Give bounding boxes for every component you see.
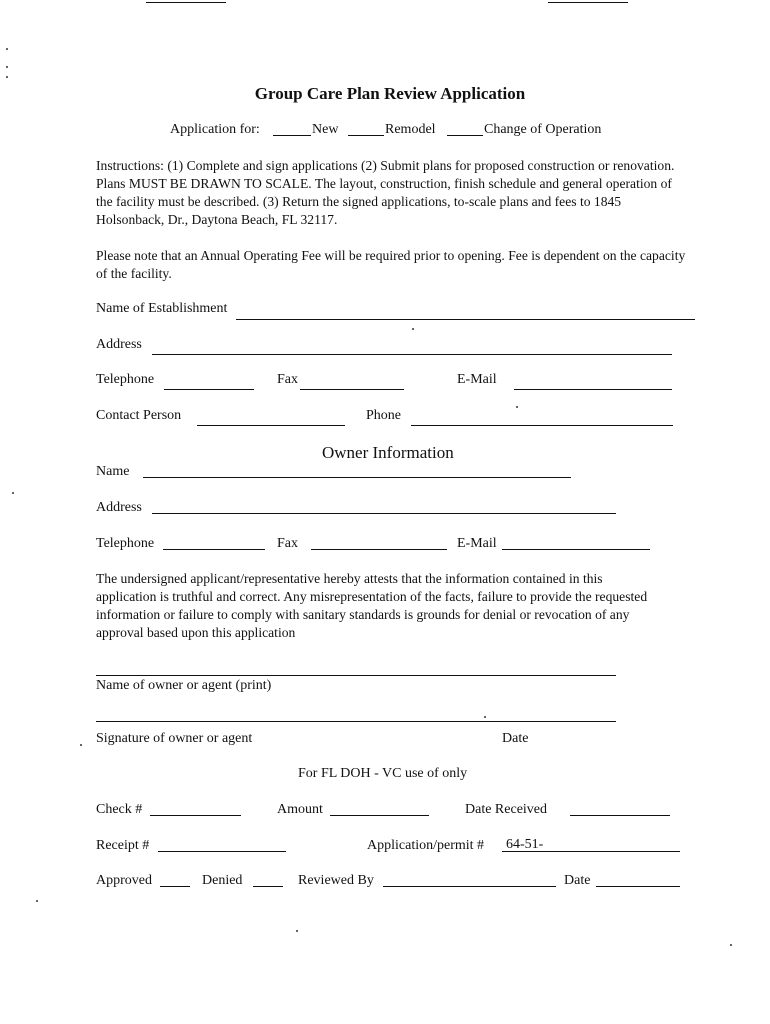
date-received-label: Date Received — [465, 802, 548, 817]
owner-telephone-label: Telephone — [96, 536, 155, 551]
establishment-address-label: Address — [96, 337, 142, 352]
scan-artifact-dot — [296, 930, 298, 932]
scan-artifact-dot — [12, 492, 14, 494]
establishment-fax-label: Fax — [277, 372, 298, 387]
instructions-text: Instructions: (1) Complete and sign applications (2) Submit plans for proposed construction or renovation. Plans MUST BE DRAWN TO SCALE. The layout, construction, finish schedule and general operation of the facility must be described. (3) Return the signed applications, to-scale plans and fees to 1845 Holsonback, Dr., Daytona Beach, FL 32117. — [96, 158, 675, 227]
establishment-email-label: E-Mail — [457, 372, 497, 387]
receipt-number-field[interactable] — [158, 851, 286, 852]
scan-artifact-line — [548, 2, 628, 3]
amount-label: Amount — [277, 802, 323, 817]
review-date-label: Date — [564, 873, 591, 888]
permit-number-value: 64-51- — [506, 837, 544, 852]
establishment-name-field[interactable] — [236, 319, 695, 320]
owner-email-label: E-Mail — [457, 536, 497, 551]
owner-print-name-field[interactable] — [96, 675, 616, 676]
establishment-telephone-field[interactable] — [164, 389, 254, 390]
owner-fax-label: Fax — [277, 536, 298, 551]
receipt-number-label: Receipt # — [96, 838, 150, 853]
scan-artifact-dot — [36, 900, 38, 902]
establishment-name-label: Name of Establishment — [96, 301, 228, 316]
scan-artifact-dot — [412, 328, 414, 330]
establishment-address-field[interactable] — [152, 354, 672, 355]
establishment-fax-field[interactable] — [300, 389, 404, 390]
scan-artifact-dot — [6, 66, 8, 68]
permit-number-label: Application/permit # — [367, 838, 485, 853]
signature-field[interactable] — [96, 721, 616, 722]
option-change-of-operation: Change of Operation — [484, 122, 602, 137]
print-name-label: Name of owner or agent (print) — [96, 678, 272, 693]
fee-note-text: Please note that an Annual Operating Fee will be required prior to opening. Fee is dependent on the capacity of the facility. — [96, 248, 686, 281]
scan-artifact-dot — [6, 48, 8, 50]
reviewed-by-label: Reviewed By — [298, 873, 374, 888]
change-of-operation-checkbox-line[interactable] — [447, 135, 483, 136]
attestation-text: The undersigned applicant/representative hereby attests that the information contained in this application is truthful and correct. Any misrepresentation of the facts, failure to provide the requested information or failure to comply with sanitary standards is grounds for denial or revocation of any approval based upon this application — [96, 571, 648, 640]
approved-field[interactable] — [160, 886, 190, 887]
page-title: Group Care Plan Review Application — [254, 84, 526, 103]
denied-label: Denied — [202, 873, 243, 888]
scan-artifact-dot — [730, 944, 732, 946]
signature-label: Signature of owner or agent — [96, 731, 253, 746]
owner-information-heading: Owner Information — [322, 443, 454, 462]
phone-label: Phone — [366, 408, 401, 423]
approved-label: Approved — [96, 873, 152, 888]
owner-name-field[interactable] — [143, 477, 571, 478]
check-number-field[interactable] — [150, 815, 241, 816]
signature-date-label: Date — [502, 731, 529, 746]
option-remodel: Remodel — [385, 122, 436, 137]
scan-artifact-dot — [484, 716, 486, 718]
office-use-heading: For FL DOH - VC use of only — [298, 766, 468, 781]
establishment-telephone-label: Telephone — [96, 372, 155, 387]
new-checkbox-line[interactable] — [273, 135, 311, 136]
remodel-checkbox-line[interactable] — [348, 135, 384, 136]
establishment-email-field[interactable] — [514, 389, 672, 390]
check-number-label: Check # — [96, 802, 143, 817]
option-new: New — [312, 122, 339, 137]
contact-person-label: Contact Person — [96, 408, 182, 423]
denied-field[interactable] — [253, 886, 283, 887]
contact-person-field[interactable] — [197, 425, 345, 426]
reviewed-by-field[interactable] — [383, 886, 556, 887]
application-for-label: Application for: — [170, 122, 260, 137]
owner-name-label: Name — [96, 464, 130, 479]
phone-field[interactable] — [411, 425, 673, 426]
amount-field[interactable] — [330, 815, 429, 816]
owner-email-field[interactable] — [502, 549, 650, 550]
owner-fax-field[interactable] — [311, 549, 447, 550]
review-date-field[interactable] — [596, 886, 680, 887]
scan-artifact-dot — [80, 744, 82, 746]
scan-artifact-line — [146, 2, 226, 3]
owner-address-field[interactable] — [152, 513, 616, 514]
scan-artifact-dot — [6, 76, 8, 78]
owner-telephone-field[interactable] — [163, 549, 265, 550]
owner-address-label: Address — [96, 500, 142, 515]
scan-artifact-dot — [516, 406, 518, 408]
date-received-field[interactable] — [570, 815, 670, 816]
